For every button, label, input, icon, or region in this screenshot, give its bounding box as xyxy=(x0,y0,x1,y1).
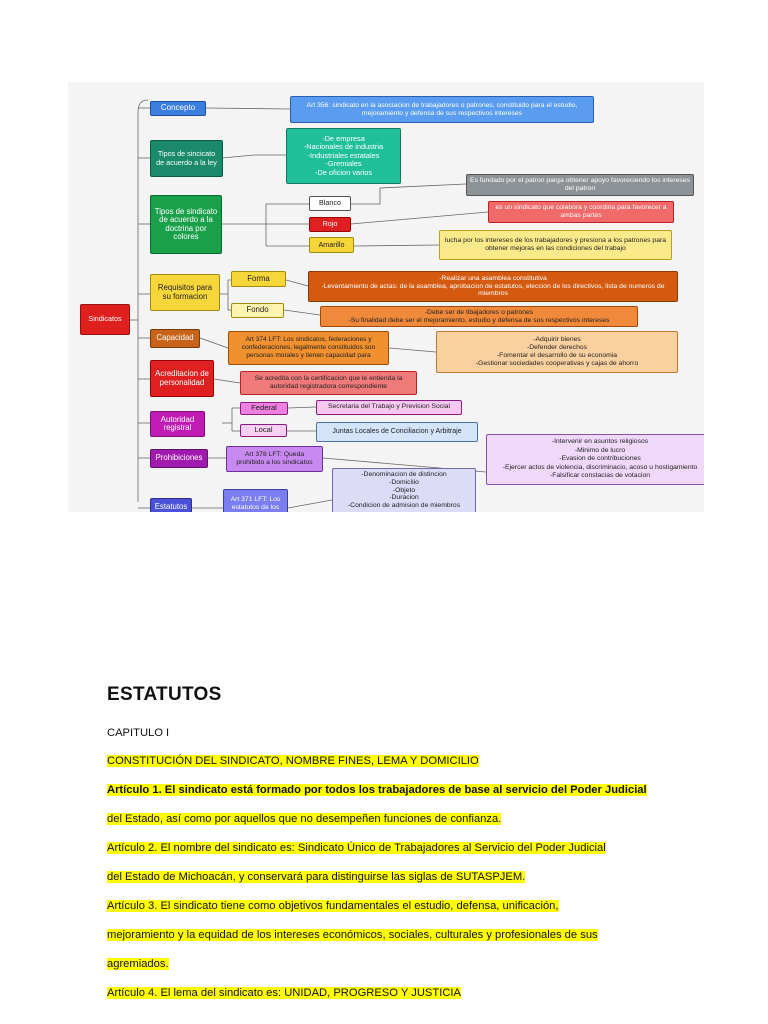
root-node-sindicatos: Sindicatos xyxy=(80,304,130,335)
node-blanco: Blanco xyxy=(309,196,351,211)
article-2-text-1: Artículo 2. El nombre del sindicato es: Sindicato Único de Trabajadores al Servicio del Poder Judicial xyxy=(107,842,606,854)
chapter-heading xyxy=(107,754,663,769)
article-4-text: Artículo 4. El lema del sindicato es: UNIDAD, PROGRESO Y JUSTICIA xyxy=(107,987,461,999)
node-local: Local xyxy=(240,424,287,437)
amarillo-text: lucha por los intereses de los trabajadores y presiona a los patrones para obtener mejoras en las condiciones del trabajo xyxy=(439,230,672,260)
acreditacion-text: Se acredita con la certificacion que le entienda la autoridad registradora correspondiente xyxy=(240,371,417,395)
article-1-line-1 xyxy=(107,783,663,798)
article-2-text-2: del Estado de Michoacán, y conservará para distinguirse las siglas de SUTASPJEM. xyxy=(107,871,526,883)
chapter-text: CAPITULO I xyxy=(107,727,170,739)
estatutos-art-text: Art 371 LFT: Los estatutos de los xyxy=(223,489,288,512)
article-4-line xyxy=(107,986,663,1001)
statutes-document xyxy=(107,684,663,1001)
chapter-heading-text: CONSTITUCIÓN DEL SINDICATO, NOMBRE FINES, LEMA Y DOMICILIO xyxy=(107,755,479,767)
article-1-text-1: Artículo 1. El sindicato está formado por todos los trabajadores de base al servicio del Poder Judicial xyxy=(107,784,647,796)
article-1-line-2 xyxy=(107,812,663,827)
estatutos-list-text: -Denominacion de distincion -Domicilio -Objeto -Duracion -Condicion de admision de miembros xyxy=(332,468,476,512)
article-3-line-1 xyxy=(107,899,663,914)
blanco-text: Es fundado por el patron parga obtener apoyo favoreciendo los intereses del patron xyxy=(466,174,694,196)
forma-text: -Realizar una asamblea constitutiva -Levantamiento de actas: de la asamblea, aprobacion de estatutos, eleccion de los directivos, lista de numeros de miembros xyxy=(308,271,678,302)
node-prohibiciones: Prohibiciones xyxy=(150,449,208,468)
capacidad-art-text: Art 374 LFT: Los sindicatos, federaciones y confederaciones, legalmente constituidos son personas morales y tienen capacidad para xyxy=(228,331,389,365)
node-amarillo: Amarillo xyxy=(309,237,354,253)
document-title: ESTATUTOS xyxy=(107,684,222,705)
node-tipos-doctrina: Tipos de sindicato de acuerdo a la doctrina por colores xyxy=(150,195,222,254)
node-rojo: Rojo xyxy=(309,217,351,232)
node-acreditacion: Acreditacion de personalidad xyxy=(150,360,214,397)
node-tipos-ley: Tipos de sincicato de acuerdo a la ley xyxy=(150,140,223,177)
prohibiciones-list-text: -Intervenir en asuntos religiosos -Minimo de lucro -Evasion de contribuciones -Ejercer actos de violencia, discriminacio, acoso u hostigamiento -Falsificar constacias de votacion xyxy=(486,434,704,485)
article-1-text-2: del Estado, así como por aquellos que no desempeñen funciones de confianza. xyxy=(107,813,502,825)
chapter-label xyxy=(107,726,663,741)
tipos-ley-text: -De empresa -Nacionales de industria -Industriales estatales -Gremiales -De oficion varios xyxy=(286,128,401,184)
node-capacidad: Capacidad xyxy=(150,329,200,348)
article-2-line-1 xyxy=(107,841,663,856)
node-requisitos: Requisitos para su formacion xyxy=(150,274,220,311)
article-3-line-3 xyxy=(107,957,663,972)
node-federal: Federal xyxy=(240,402,288,415)
article-3-text-2: mejoramiento y la equidad de los intereses económicos, sociales, culturales y profesionales de sus xyxy=(107,929,598,941)
concepto-text: Art 356: sindicato en la asociacion de trabajadores o patrones, constituido para el estudio, mejoramiento y defensa de sus respectivos intereses xyxy=(290,96,594,123)
capacidad-list-text: -Adquirir bienes -Defender derechos -Fomentar el desarrollo de su economia -Gestionar sociedades cooperativas y cajas de ahorro xyxy=(436,331,678,373)
article-3-text-3: agremiados. xyxy=(107,958,169,970)
article-3-text-1: Artículo 3. El sindicato tiene como objetivos fundamentales el estudio, defensa, unificación, xyxy=(107,900,559,912)
prohibiciones-art-text: Art 378 LFT: Queda prohibido a los sindicatos xyxy=(226,446,323,472)
rojo-text: es un sindicato que colabora y coordina para favorecer a ambas partes xyxy=(488,201,674,223)
fondo-text: -Debe ser de tibajadores o patrones -Su finalidad debe ser el mejoramiento, estudio y defensa de sus respectivos intereses xyxy=(320,306,638,327)
article-3-line-2 xyxy=(107,928,663,943)
mind-map-diagram xyxy=(68,82,704,512)
article-2-line-2 xyxy=(107,870,663,885)
node-estatutos: Estatutos xyxy=(150,498,192,512)
node-fondo: Fondo xyxy=(231,303,284,318)
local-text: Juntas Locales de Conciliacion y Arbitraje xyxy=(316,422,478,442)
node-forma: Forma xyxy=(231,271,286,287)
node-autoridad: Autoridad registral xyxy=(150,411,205,437)
federal-text: Secretaria del Trabajo y Prevision Social xyxy=(316,400,462,415)
node-concepto: Concepto xyxy=(150,101,206,116)
